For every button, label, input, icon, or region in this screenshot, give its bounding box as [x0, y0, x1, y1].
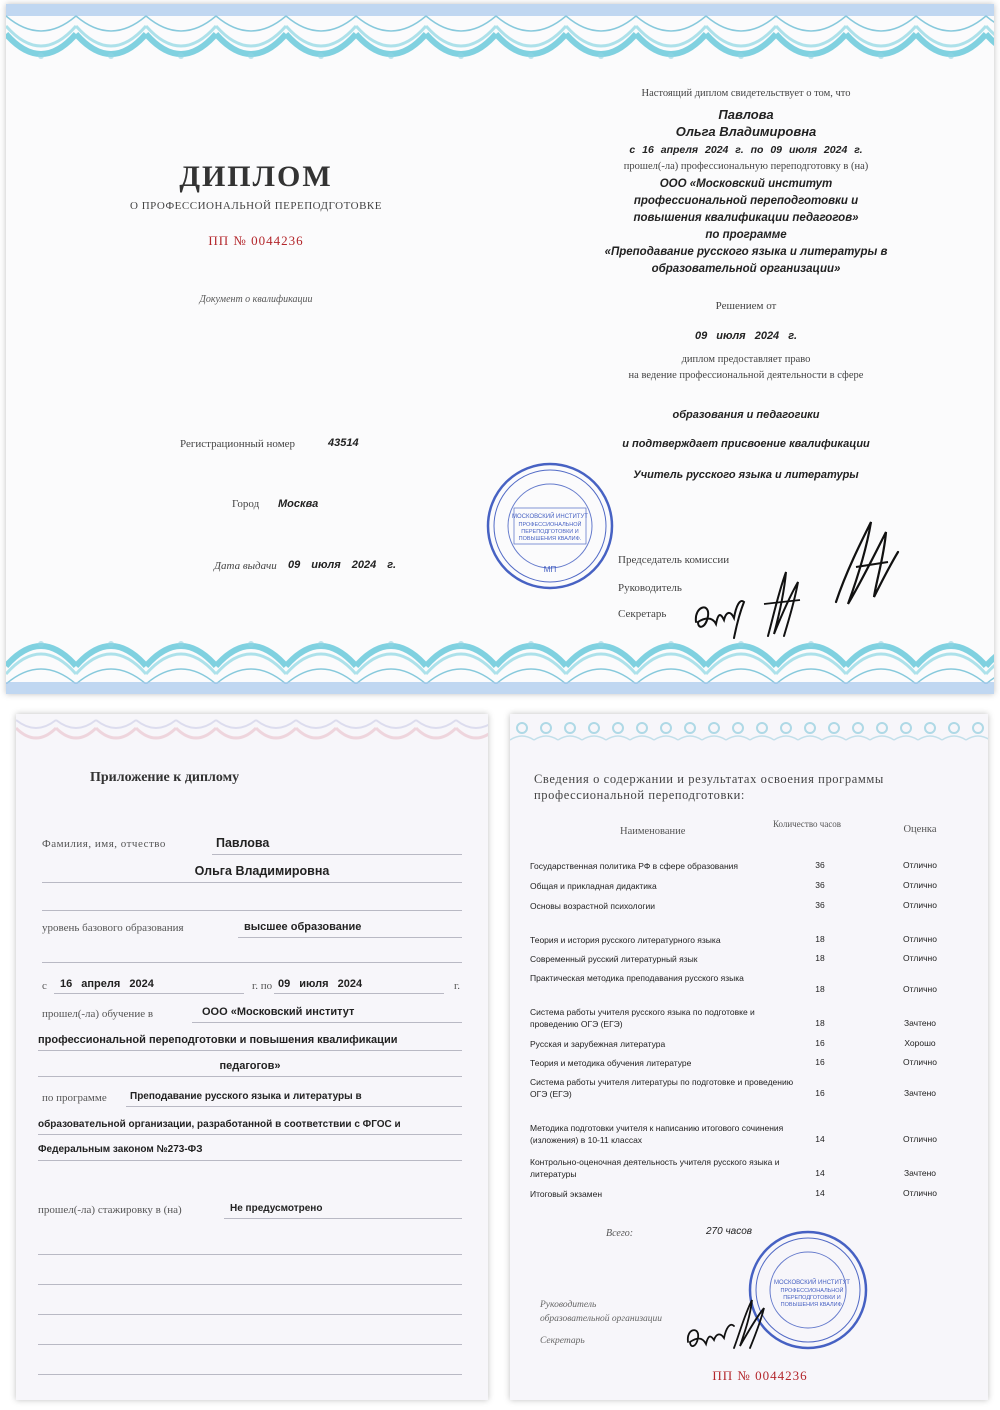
subject-name: Контрольно-оценочная деятельность учителя русского языка и литературы: [530, 1157, 780, 1179]
org-line-3: повышения квалификации педагогов»: [633, 212, 859, 224]
results-sheet: [510, 714, 988, 1400]
total-label: Всего:: [606, 1228, 634, 1239]
appendix-sheet: [16, 714, 488, 1400]
results-signature-secretary: [682, 1318, 738, 1358]
signature-chair: [826, 512, 906, 612]
to-date: 09 июля 2024: [278, 978, 363, 990]
blank-line-3: [38, 1254, 462, 1255]
to-prefix: г. по: [252, 980, 273, 992]
city-label: Город: [232, 498, 260, 510]
decision-date: 09 июля 2024 г.: [694, 330, 798, 342]
subject-name: Основы возрастной психологии: [530, 901, 656, 911]
passed-line: прошел(-ла) профессиональную переподготовку в (на): [623, 161, 869, 172]
subject-hours: 18: [815, 953, 825, 963]
fio-underline: [212, 854, 462, 855]
svg-text:ПРОФЕССИОНАЛЬНОЙ: ПРОФЕССИОНАЛЬНОЙ: [518, 522, 582, 528]
diploma-subtitle: О ПРОФЕССИОНАЛЬНОЙ ПЕРЕПОДГОТОВКЕ: [130, 200, 382, 212]
right-line-1: диплом предоставляет право: [681, 354, 811, 365]
subject-hours: 16: [815, 1057, 825, 1067]
results-secretary-label: Секретарь: [540, 1336, 585, 1346]
org-line-2: профессиональной переподготовки и: [633, 195, 859, 207]
svg-text:ПОВЫШЕНИЯ КВАЛИФ.: ПОВЫШЕНИЯ КВАЛИФ.: [518, 536, 582, 542]
trained-label: прошел(-ла) обучение в: [42, 1008, 154, 1020]
holder-surname: Павлова: [718, 107, 774, 122]
col-header-grade: Оценка: [903, 824, 937, 835]
qualification-label: и подтверждает присвоение квалификации: [622, 438, 870, 450]
blank-line-5: [38, 1314, 462, 1315]
signature-head: [756, 564, 806, 644]
appendix-program-line-1: Преподавание русского языка и литературы в: [130, 1091, 362, 1102]
org-underline-2: [38, 1050, 462, 1051]
subject-name: Итоговый экзамен: [530, 1189, 603, 1199]
subject-name: Теория и история русского литературного языка: [530, 935, 721, 945]
edu-label: уровень базового образования: [42, 922, 184, 934]
subject-grade: Зачтено: [903, 1168, 937, 1178]
from-date: 16 апреля 2024: [60, 978, 154, 990]
subject-name: Общая и прикладная дидактика: [530, 881, 657, 891]
right-line-2: на ведение профессиональной деятельности в сфере: [628, 370, 864, 381]
internship-underline: [224, 1218, 462, 1219]
subject-grade: Отлично: [903, 880, 937, 890]
program-label: по программе: [705, 229, 787, 241]
reg-label: Регистрационный номер: [180, 438, 296, 450]
blank-line-6: [38, 1344, 462, 1345]
edu-value: высшее образование: [244, 921, 362, 933]
svg-text:МОСКОВСКИЙ ИНСТИТУТ: МОСКОВСКИЙ ИНСТИТУТ: [512, 514, 588, 520]
results-top-band: [510, 714, 988, 746]
subject-grade: Хорошо: [904, 1038, 936, 1048]
fio-surname: Павлова: [216, 836, 270, 850]
appendix-program-line-3: Федеральным законом №273-ФЗ: [38, 1144, 203, 1155]
appendix-program-line-2: образовательной организации, разработанной в соответствии с ФГОС и: [38, 1119, 401, 1130]
svg-text:ПОВЫШЕНИЯ КВАЛИФ.: ПОВЫШЕНИЯ КВАЛИФ.: [780, 1302, 844, 1308]
blank-line-1: [42, 910, 462, 911]
program-line-2: образовательной организации»: [651, 263, 841, 275]
subject-name: Методика подготовки учителя к написанию итогового сочинения (изложения) в 10-11 классах: [530, 1123, 784, 1145]
results-head-label-2: образовательной организации: [540, 1314, 663, 1324]
doc-type: Документ о квалификации: [199, 294, 313, 305]
appendix-top-band: [16, 714, 488, 754]
subject-hours: 36: [815, 860, 825, 870]
appendix-title: Приложение к диплому: [90, 770, 240, 785]
svg-text:ПРОФЕССИОНАЛЬНОЙ: ПРОФЕССИОНАЛЬНОЙ: [780, 1288, 844, 1294]
ornament-top: [6, 4, 994, 84]
edu-underline: [238, 937, 462, 938]
col-header-hours: Количество часов: [772, 819, 842, 829]
program-underline-2: [38, 1134, 462, 1135]
internship-value: Не предусмотрено: [230, 1203, 323, 1214]
subject-hours: 36: [815, 880, 825, 890]
organization-stamp: [484, 460, 616, 592]
subject-grade: Отлично: [903, 953, 937, 963]
fio-label: Фамилия, имя, отчество: [42, 838, 166, 850]
subject-grade: Зачтено: [903, 1088, 937, 1098]
issue-label: Дата выдачи: [214, 560, 277, 572]
program-underline-3: [38, 1160, 462, 1161]
subject-hours: 14: [815, 1134, 825, 1144]
subject-grade: Отлично: [903, 1134, 937, 1144]
subject-name: Теория и методика обучения литературе: [530, 1058, 692, 1068]
qualification-value: Учитель русского языка и литературы: [633, 469, 859, 481]
secretary-label: Секретарь: [618, 608, 667, 620]
subject-grade: Зачтено: [903, 1018, 937, 1028]
city-value: Москва: [278, 498, 319, 510]
org-underline-3: [38, 1076, 462, 1077]
svg-text:ПЕРЕПОДГОТОВКИ И: ПЕРЕПОДГОТОВКИ И: [521, 529, 579, 535]
subject-grade: Отлично: [903, 1188, 937, 1198]
blank-line-4: [38, 1284, 462, 1285]
results-head-label-1: Руководитель: [540, 1300, 597, 1310]
reg-number: 43514: [328, 437, 359, 449]
total-value: 270 часов: [706, 1226, 752, 1237]
study-dates: с 16 апреля 2024 г. по 09 июля 2024 г.: [629, 144, 863, 156]
fio-name: Ольга Владимировна: [194, 864, 330, 878]
subject-hours: 36: [815, 900, 825, 910]
to-underline: [274, 993, 444, 994]
signature-secretary: [690, 592, 750, 642]
subject-name: Система работы учителя русского языка по подготовке и проведению ОГЭ (ЕГЭ): [530, 1007, 755, 1029]
from-underline: [54, 993, 244, 994]
year-suffix: г.: [454, 980, 461, 992]
internship-label: прошел(-ла) стажировку в (на): [38, 1204, 182, 1216]
issue-date: 09 июля 2024 г.: [288, 559, 397, 571]
subject-name: Практическая методика преподавания русского языка: [530, 973, 744, 983]
sphere-value: образования и педагогики: [672, 409, 820, 421]
holder-name: Ольга Владимировна: [675, 124, 817, 139]
diploma-number: ПП № 0044236: [208, 233, 304, 248]
program-underline-1: [126, 1106, 462, 1107]
chair-label: Председатель комиссии: [618, 554, 730, 566]
subject-hours: 18: [815, 984, 825, 994]
appendix-org-line-1: ООО «Московский институт: [202, 1006, 355, 1018]
subject-name: Система работы учителя литературы по подготовке и проведению ОГЭ (ЕГЭ): [530, 1077, 794, 1099]
subject-name: Современный русский литературный язык: [530, 954, 698, 964]
subject-hours: 14: [815, 1168, 825, 1178]
results-number: ПП № 0044236: [712, 1368, 808, 1383]
subject-hours: 18: [815, 1018, 825, 1028]
subject-grade: Отлично: [903, 984, 937, 994]
org-line-1: ООО «Московский институт: [659, 178, 833, 190]
blank-line-2: [42, 962, 462, 963]
subject-grade: Отлично: [903, 1057, 937, 1067]
appendix-org-line-2: профессиональной переподготовки и повышения квалификации: [38, 1034, 398, 1046]
fio-underline-2: [42, 882, 462, 883]
subject-name: Государственная политика РФ в сфере образования: [530, 861, 738, 871]
subject-hours: 16: [815, 1088, 825, 1098]
subject-hours: 18: [815, 934, 825, 944]
program-line-1: «Преподавание русского языка и литературы в: [604, 246, 888, 258]
org-underline-1: [192, 1022, 462, 1023]
results-title-2: профессиональной переподготовки:: [534, 788, 745, 802]
subject-grade: Отлично: [903, 900, 937, 910]
blank-line-7: [38, 1374, 462, 1375]
appendix-program-label: по программе: [42, 1092, 107, 1104]
subject-grade: Отлично: [903, 934, 937, 944]
subject-hours: 14: [815, 1188, 825, 1198]
subject-grade: Отлично: [903, 860, 937, 870]
svg-text:МОСКОВСКИЙ ИНСТИТУТ: МОСКОВСКИЙ ИНСТИТУТ: [774, 1280, 850, 1286]
ornament-bottom: [6, 626, 994, 694]
col-header-name: Наименование: [620, 826, 686, 837]
subject-hours: 16: [815, 1038, 825, 1048]
from-prefix: с: [42, 980, 47, 992]
head-label: Руководитель: [618, 582, 682, 594]
diploma-title: ДИПЛОМ: [179, 160, 333, 193]
subject-name: Русская и зарубежная литература: [530, 1039, 666, 1049]
diploma-sheet: [6, 4, 994, 694]
results-title-1: Сведения о содержании и результатах освоения программы: [534, 772, 884, 786]
appendix-org-line-3: педагогов»: [219, 1060, 281, 1072]
decision-label: Решением от: [715, 300, 777, 312]
diploma-intro: Настоящий диплом свидетельствует о том, что: [641, 88, 851, 99]
svg-text:ПЕРЕПОДГОТОВКИ И: ПЕРЕПОДГОТОВКИ И: [783, 1295, 841, 1301]
svg-text:МП: МП: [543, 565, 557, 574]
